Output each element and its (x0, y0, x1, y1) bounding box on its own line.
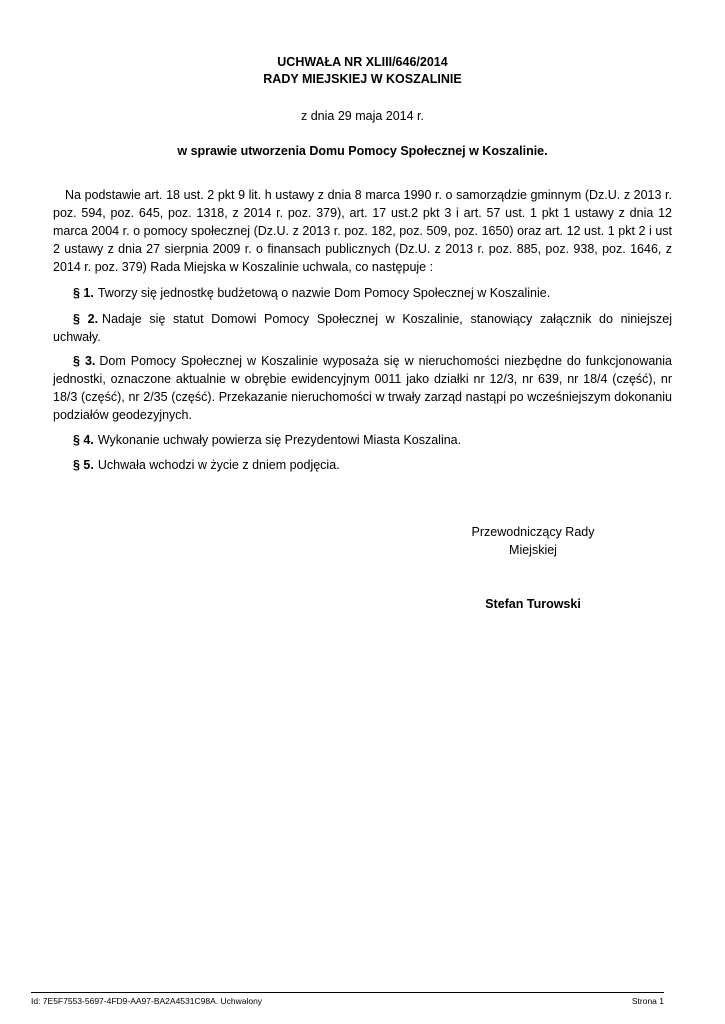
section-3 (53, 352, 672, 424)
section-3-text: Dom Pomocy Społecznej w Koszalinie wyposaża się w nieruchomości niezbędne do funkcjonowania jednostki, oznaczone aktualnie w obrębie ewidencyjnym 0011 jako działki nr 12/3, nr 639, nr 18/4 (część), nr 18/3 (część), nr 2/35 (część). Przekazanie nieruchomości w trwały zarząd nastąpi po wcześniejszym dokonaniu podziałów geodezyjnych. (53, 354, 672, 422)
footer-document-id: Id: 7E5F7553-5697-4FD9-AA97-BA2A4531C98A. Uchwalony (31, 996, 263, 1006)
section-1-number: § 1. (73, 286, 94, 300)
section-4-text: Wykonanie uchwały powierza się Prezydentowi Miasta Koszalina. (97, 433, 462, 447)
council-name-title: RADY MIEJSKIEJ W KOSZALINIE (263, 72, 462, 86)
footer-divider (31, 992, 664, 993)
signatory-name: Stefan Turowski (485, 597, 581, 611)
section-2-number: § 2. (73, 312, 99, 326)
section-3-number: § 3. (73, 354, 96, 368)
footer-page-number: Strona 1 (631, 996, 664, 1006)
resolution-subject: w sprawie utworzenia Domu Pomocy Społecznej w Koszalinie. (177, 144, 548, 158)
preamble-paragraph: Na podstawie art. 18 ust. 2 pkt 9 lit. h ustawy z dnia 8 marca 1990 r. o samorządzie gminnym (Dz.U. z 2013 r. poz. 594, poz. 645, poz. 1318, z 2014 r. poz. 379), art. 17 ust.2 pkt 3 i art. 57 ust. 1 pkt 1 ustawy z dnia 12 marca 2004 r. o pomocy społecznej (Dz.U. z 2013 r. poz. 182, poz. 509, poz. 1650) oraz art. 12 ust. 1 pkt 2 i ust 2 ustawy z dnia 27 sierpnia 2009 r. o finansach publicznych (Dz.U. z 2013 r. poz. 885, poz. 938, poz. 1646, z 2014 r. poz. 379) Rada Miejska w Koszalinie uchwala, co następuje : (53, 188, 672, 274)
section-1 (53, 284, 672, 302)
resolution-number-title: UCHWAŁA NR XLIII/646/2014 (277, 55, 448, 69)
section-2-text: Nadaje się statut Domowi Pomocy Społecznej w Koszalinie, stanowiący załącznik do niniejszej uchwały. (53, 312, 672, 344)
section-5-text: Uchwała wchodzi w życie z dniem podjęcia. (97, 458, 340, 472)
section-2 (53, 310, 672, 346)
section-4-number: § 4. (73, 433, 94, 447)
section-4 (53, 431, 672, 449)
section-1-text: Tworzy się jednostkę budżetową o nazwie Dom Pomocy Społecznej w Koszalinie. (97, 286, 551, 300)
resolution-date: z dnia 29 maja 2014 r. (301, 109, 424, 123)
signatory-role-line2: Miejskiej (509, 543, 557, 557)
section-5 (53, 456, 672, 474)
signatory-role-line1: Przewodniczący Rady (471, 525, 595, 539)
section-5-number: § 5. (73, 458, 94, 472)
